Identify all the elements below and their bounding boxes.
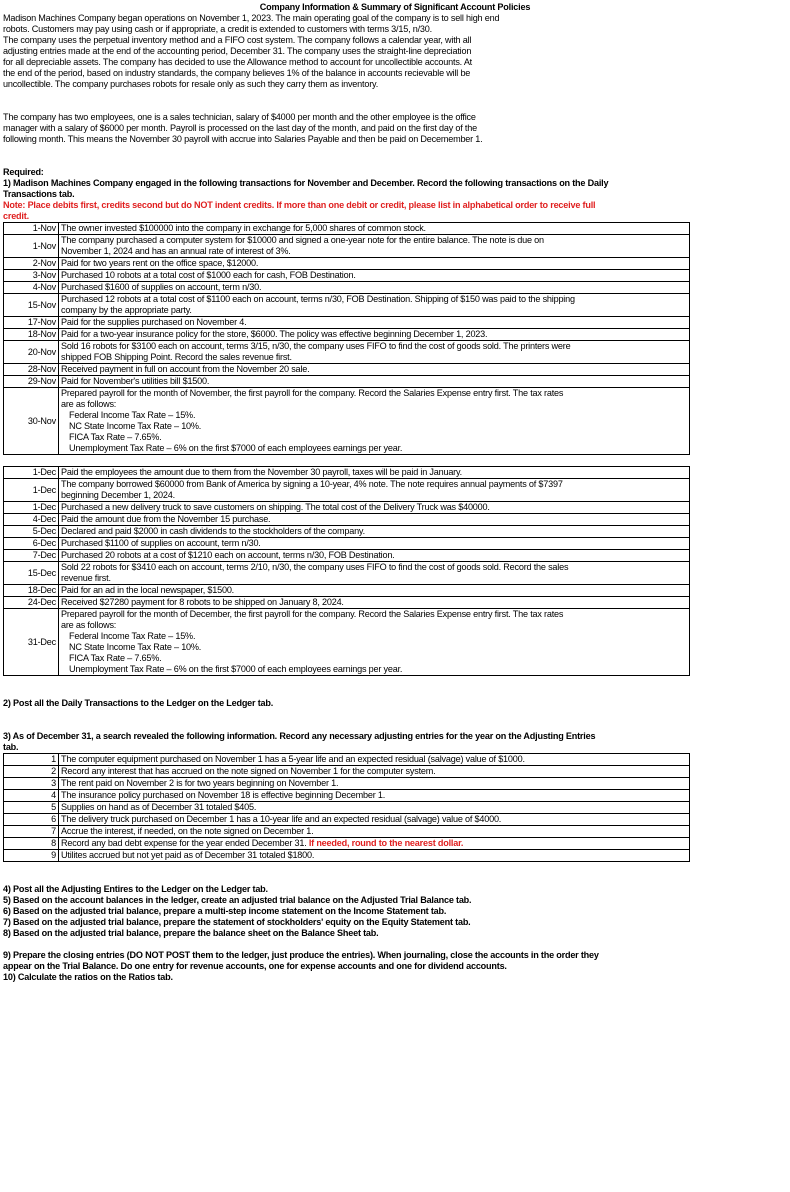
transaction-description — [59, 294, 690, 317]
adjustment-number: 7 — [4, 826, 59, 838]
transaction-description — [59, 479, 690, 502]
adjustment-number: 2 — [4, 766, 59, 778]
transaction-row — [4, 609, 690, 676]
document-title: Company Information & Summary of Significant Account Policies — [259, 2, 531, 12]
transaction-row — [4, 270, 690, 282]
adjustment-text-cell — [59, 790, 690, 802]
text-line: 6) Based on the adjusted trial balance, prepare a multi-step income statement on the Income Statement tab. — [3, 906, 447, 916]
transaction-row — [4, 364, 690, 376]
text-line: tab. — [3, 742, 19, 752]
tax-rate-line: NC State Income Tax Rate – 10%. — [69, 642, 202, 652]
transaction-description — [59, 258, 690, 270]
adjustment-text-cell — [59, 802, 690, 814]
transaction-row — [4, 294, 690, 317]
transaction-row — [4, 526, 690, 538]
step10-text: 10) Calculate the ratios on the Ratios tab. — [3, 972, 173, 982]
text-line: robots. Customers may pay using cash or if appropriate, a credit is extended to customers with terms 3/15, n/30. — [3, 24, 432, 34]
description-line: Purchased 20 robots at a cost of $1210 each on account, terms n/30, FOB Destination. — [61, 550, 395, 560]
description-line: Purchased 12 robots at a total cost of $1100 each on account, terms n/30, FOB Destination. Shipping of $150 was paid to the shipping — [61, 294, 575, 304]
description-line: The owner invested $100000 into the company in exchange for 5,000 shares of common stock. — [61, 223, 426, 233]
adjustment-row — [4, 850, 690, 862]
transaction-date: 2-Nov — [4, 258, 59, 270]
text-line: Transactions tab. — [3, 189, 75, 199]
transaction-date: 28-Nov — [4, 364, 59, 376]
adjustment-text: The rent paid on November 2 is for two years beginning on November 1. — [61, 778, 339, 788]
text-line: uncollectible. The company purchases robots for resale only as such they carry them as inventory. — [3, 79, 379, 89]
description-line: The company borrowed $60000 from Bank of America by signing a 10-year, 4% note. The note requires annual payments of $7397 — [61, 479, 563, 489]
description-line: revenue first. — [61, 573, 111, 583]
transaction-description — [59, 585, 690, 597]
text-line: for all depreciable assets. The company has decided to use the Allowance method to account for uncollectible accounts. At — [3, 57, 473, 67]
transaction-date: 1-Dec — [4, 502, 59, 514]
transaction-row — [4, 388, 690, 455]
transaction-row — [4, 550, 690, 562]
transaction-description — [59, 341, 690, 364]
text-line: 9) Prepare the closing entries (DO NOT POST them to the ledger, just produce the entries). When journaling, close the accounts in the order they — [3, 950, 599, 960]
adjustment-text-cell — [59, 850, 690, 862]
transaction-date: 31-Dec — [4, 609, 59, 676]
adjustment-text-cell — [59, 778, 690, 790]
november-transactions-table — [3, 222, 690, 455]
transaction-date: 29-Nov — [4, 376, 59, 388]
adjustment-number: 3 — [4, 778, 59, 790]
adjustment-text: The insurance policy purchased on November 18 is effective beginning December 1. — [61, 790, 386, 800]
transaction-date: 20-Nov — [4, 341, 59, 364]
adjustment-number: 4 — [4, 790, 59, 802]
step1-heading — [3, 178, 787, 200]
description-line: Paid the amount due from the November 15 purchase. — [61, 514, 271, 524]
transaction-row — [4, 585, 690, 597]
transaction-row — [4, 341, 690, 364]
transaction-date: 5-Dec — [4, 526, 59, 538]
description-line: are as follows: — [61, 620, 117, 630]
transaction-description — [59, 376, 690, 388]
transaction-row — [4, 223, 690, 235]
intro-paragraph-2 — [3, 112, 787, 145]
text-line: 4) Post all the Adjusting Entires to the Ledger on the Ledger tab. — [3, 884, 268, 894]
transaction-date: 1-Dec — [4, 467, 59, 479]
transaction-description — [59, 597, 690, 609]
text-line: adjusting entries made at the end of the accounting period, December 31. The company uses the straight-line depreciation — [3, 46, 472, 56]
transaction-description — [59, 550, 690, 562]
adjustment-text: The delivery truck purchased on December 1 has a 10-year life and an expected residual (salvage) value of $4000. — [61, 814, 502, 824]
adjustment-row — [4, 790, 690, 802]
tax-rate-line: Unemployment Tax Rate – 6% on the first $7000 of each employees earnings per year. — [69, 443, 403, 453]
adjustment-number: 8 — [4, 838, 59, 850]
description-line: Sold 22 robots for $3410 each on account, terms 2/10, n/30, the company uses FIFO to find the cost of goods sold. Record the sales — [61, 562, 569, 572]
transaction-date: 6-Dec — [4, 538, 59, 550]
text-line: Madison Machines Company began operations on November 1, 2023. The main operating goal of the company is to sell high end — [3, 13, 500, 23]
transaction-row — [4, 329, 690, 341]
adjustment-row — [4, 754, 690, 766]
transaction-row — [4, 282, 690, 294]
text-line: 7) Based on the adjusted trial balance, prepare the statement of stockholders' equity on the Equity Statement tab. — [3, 917, 471, 927]
december-transactions-table — [3, 466, 690, 676]
transaction-description — [59, 364, 690, 376]
transaction-row — [4, 479, 690, 502]
tax-rate-line: Federal Income Tax Rate – 15%. — [69, 631, 196, 641]
transaction-row — [4, 562, 690, 585]
transaction-date: 18-Dec — [4, 585, 59, 597]
step2-text: 2) Post all the Daily Transactions to the Ledger on the Ledger tab. — [3, 698, 274, 708]
adjustment-text-cell — [59, 754, 690, 766]
transaction-description — [59, 317, 690, 329]
steps-4-8 — [3, 884, 787, 939]
adjustment-row — [4, 838, 690, 850]
adjustment-number: 1 — [4, 754, 59, 766]
tax-rate-line: Unemployment Tax Rate – 6% on the first $7000 of each employees earnings per year. — [69, 664, 403, 674]
adjustments-table — [3, 753, 690, 862]
transaction-row — [4, 467, 690, 479]
description-line: Purchased 10 robots at a total cost of $1000 each for cash, FOB Destination. — [61, 270, 356, 280]
transaction-date: 4-Nov — [4, 282, 59, 294]
description-line: Paid for an ad in the local newspaper, $1500. — [61, 585, 235, 595]
transaction-description — [59, 562, 690, 585]
adjustment-text: Record any interest that has accrued on the note signed on November 1 for the computer system. — [61, 766, 436, 776]
adjustment-text: Record any bad debt expense for the year ended December 31. — [61, 838, 309, 848]
description-line: Paid the employees the amount due to them from the November 30 payroll, taxes will be paid in January. — [61, 467, 463, 477]
description-line: November 1, 2024 and has an annual rate of interest of 3%. — [61, 246, 291, 256]
text-line: The company uses the perpetual inventory method and a FIFO cost system. The company follows a calendar year, with all — [3, 35, 472, 45]
transaction-date: 1-Nov — [4, 223, 59, 235]
adjustment-text: Utilites accrued but not yet paid as of December 31 totaled $1800. — [61, 850, 315, 860]
description-line: are as follows: — [61, 399, 117, 409]
transaction-date: 15-Nov — [4, 294, 59, 317]
adjustment-text-cell — [59, 838, 690, 850]
transaction-row — [4, 376, 690, 388]
adjustment-row — [4, 766, 690, 778]
description-line: Paid for the supplies purchased on November 4. — [61, 317, 247, 327]
description-line: shipped FOB Shipping Point. Record the sales revenue first. — [61, 352, 292, 362]
transaction-date: 1-Dec — [4, 479, 59, 502]
transaction-description — [59, 609, 690, 676]
transaction-date: 17-Nov — [4, 317, 59, 329]
text-line: following month. This means the November 30 payroll with accrue into Salaries Payable and then be paid on Decemember 1. — [3, 134, 483, 144]
transaction-row — [4, 514, 690, 526]
transaction-date: 30-Nov — [4, 388, 59, 455]
text-line: 1) Madison Machines Company engaged in the following transactions for November and December. Record the following transactions on the Daily — [3, 178, 609, 188]
tax-rate-line: Federal Income Tax Rate – 15%. — [69, 410, 196, 420]
transaction-description — [59, 502, 690, 514]
adjustment-row — [4, 778, 690, 790]
description-line: Declared and paid $2000 in cash dividends to the stockholders of the company. — [61, 526, 365, 536]
text-line: credit. — [3, 211, 29, 221]
transaction-row — [4, 235, 690, 258]
transaction-description — [59, 282, 690, 294]
adjustment-row — [4, 826, 690, 838]
transaction-date: 1-Nov — [4, 235, 59, 258]
transaction-description — [59, 270, 690, 282]
adjustment-red-note: If needed, round to the nearest dollar. — [308, 838, 464, 848]
transaction-row — [4, 317, 690, 329]
transaction-date: 3-Nov — [4, 270, 59, 282]
tax-rate-line: FICA Tax Rate – 7.65%. — [69, 432, 162, 442]
transaction-date: 4-Dec — [4, 514, 59, 526]
intro-paragraph-1 — [3, 13, 787, 90]
description-line: Purchased a new delivery truck to save customers on shipping. The total cost of the Delivery Truck was $40000. — [61, 502, 490, 512]
description-line: The company purchased a computer system for $10000 and signed a one-year note for the entire balance. The note is due on — [61, 235, 544, 245]
document — [3, 2, 787, 983]
description-line: company by the appropriate party. — [61, 305, 192, 315]
transaction-date: 7-Dec — [4, 550, 59, 562]
transaction-row — [4, 538, 690, 550]
adjustment-row — [4, 814, 690, 826]
transaction-date: 24-Dec — [4, 597, 59, 609]
step9-text — [3, 950, 787, 972]
text-line: 5) Based on the account balances in the ledger, create an adjusted trial balance on the Adjusted Trial Balance tab. — [3, 895, 472, 905]
transaction-row — [4, 258, 690, 270]
text-line: the end of the period, based on industry standards, the company believes 1% of the balance in accounts recievable will be — [3, 68, 471, 78]
transaction-description — [59, 223, 690, 235]
description-line: Purchased $1100 of supplies on account, term n/30. — [61, 538, 261, 548]
description-line: Received $27280 payment for 8 robots to be shipped on January 8, 2024. — [61, 597, 344, 607]
adjustment-text: The computer equipment purchased on November 1 has a 5-year life and an expected residual (salvage) value of $1000. — [61, 754, 525, 764]
text-line: 8) Based on the adjusted trial balance, prepare the balance sheet on the Balance Sheet tab. — [3, 928, 379, 938]
transaction-date: 15-Dec — [4, 562, 59, 585]
description-line: Paid for a two-year insurance policy for the store, $6000. The policy was effective beginning December 1, 2023. — [61, 329, 488, 339]
description-line: Paid for two years rent on the office space, $12000. — [61, 258, 259, 268]
adjustment-text: Supplies on hand as of December 31 totaled $405. — [61, 802, 257, 812]
required-label: Required: — [3, 167, 44, 177]
text-line: Note: Place debits first, credits second but do NOT indent credits. If more than one debit or credit, please list in alphabetical order to receive full — [3, 200, 596, 210]
adjustment-number: 6 — [4, 814, 59, 826]
transaction-description — [59, 388, 690, 455]
description-line: Prepared payroll for the month of November, the first payroll for the company. Record the Salaries Expense entry first. The tax rates — [61, 388, 564, 398]
adjustment-text-cell — [59, 814, 690, 826]
transaction-description — [59, 235, 690, 258]
adjustment-text-cell — [59, 826, 690, 838]
tax-rate-line: NC State Income Tax Rate – 10%. — [69, 421, 202, 431]
transaction-description — [59, 467, 690, 479]
description-line: Paid for November's utilities bill $1500. — [61, 376, 210, 386]
transaction-description — [59, 329, 690, 341]
transaction-row — [4, 502, 690, 514]
transaction-date: 18-Nov — [4, 329, 59, 341]
text-line: The company has two employees, one is a sales technician, salary of $4000 per month and the other employee is the office — [3, 112, 476, 122]
transaction-description — [59, 514, 690, 526]
description-line: Received payment in full on account from the November 20 sale. — [61, 364, 310, 374]
adjustment-number: 9 — [4, 850, 59, 862]
adjustment-text: Accrue the interest, if needed, on the note signed on December 1. — [61, 826, 314, 836]
description-line: beginning December 1, 2024. — [61, 490, 175, 500]
adjustment-row — [4, 802, 690, 814]
description-line: Prepared payroll for the month of December, the first payroll for the company. Record the Salaries Expense entry first. The tax rates — [61, 609, 564, 619]
step1-note — [3, 200, 787, 222]
description-line: Purchased $1600 of supplies on account, term n/30. — [61, 282, 262, 292]
adjustment-number: 5 — [4, 802, 59, 814]
text-line: 3) As of December 31, a search revealed the following information. Record any necessary adjusting entries for the year on the Adjusting Entries — [3, 731, 596, 741]
description-line: Sold 16 robots for $3100 each on account, terms 3/15, n/30, the company uses FIFO to find the cost of goods sold. The printers were — [61, 341, 571, 351]
adjustment-text-cell — [59, 766, 690, 778]
step3-text — [3, 731, 787, 753]
transaction-description — [59, 526, 690, 538]
transaction-description — [59, 538, 690, 550]
tax-rate-line: FICA Tax Rate – 7.65%. — [69, 653, 162, 663]
text-line: appear on the Trial Balance. Do one entry for revenue accounts, one for expense accounts and one for dividend accounts. — [3, 961, 507, 971]
text-line: manager with a salary of $6000 per month. Payroll is processed on the last day of the month, and paid on the first day of the — [3, 123, 477, 133]
transaction-row — [4, 597, 690, 609]
